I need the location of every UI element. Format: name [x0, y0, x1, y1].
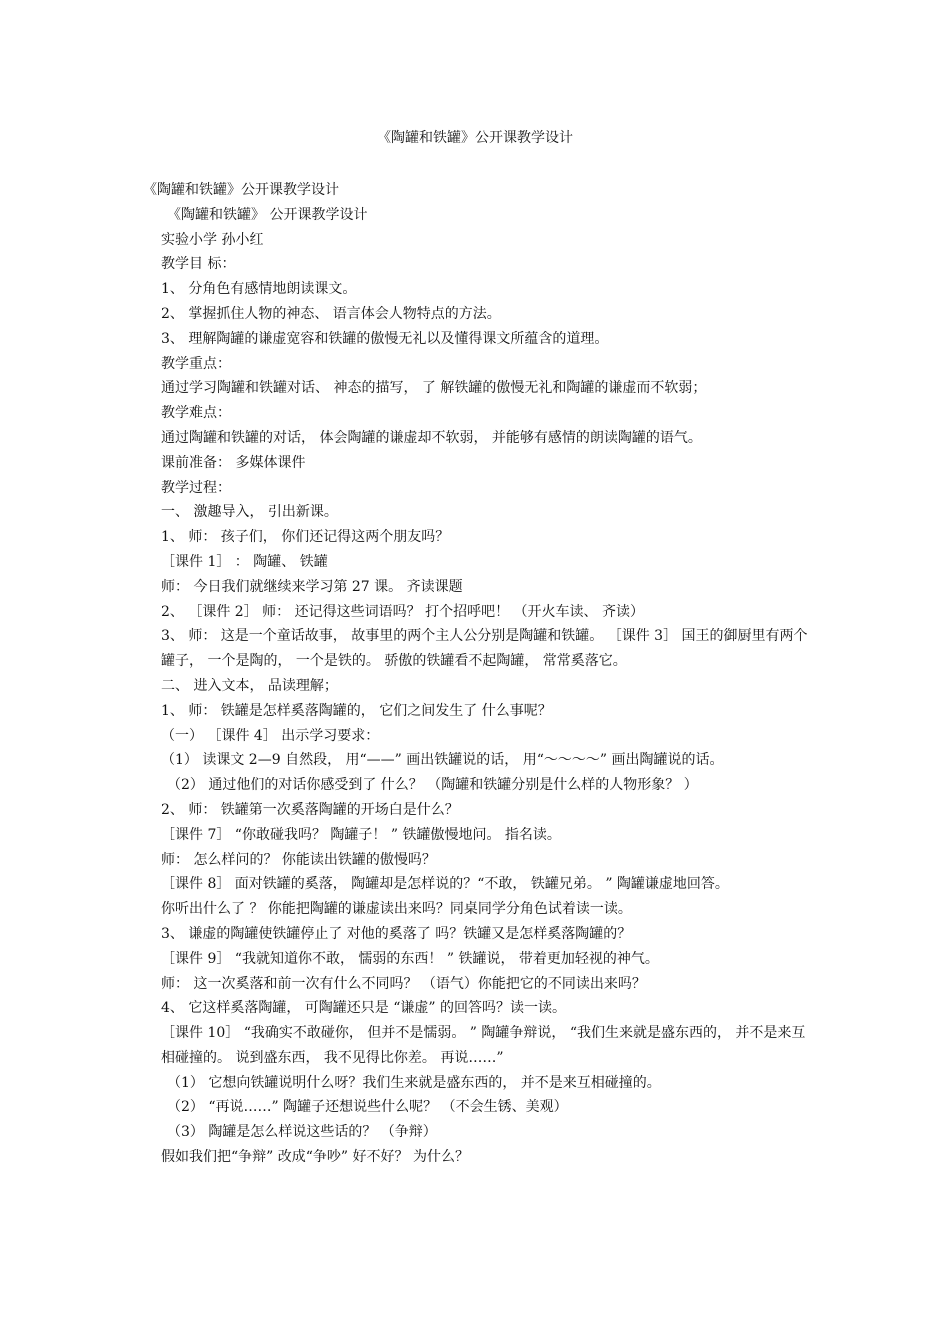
paragraph-line: 师： 这一次奚落和前一次有什么不同吗？ （语气）你能把它的不同读出来吗？ — [161, 975, 646, 992]
paragraph-line: 师： 今日我们就继续来学习第 27 课。 齐读课题 — [161, 578, 463, 595]
paragraph-line: （1） 读课文 2—9 自然段， 用“——” 画出铁罐说的话， 用“～～～～” 画出陶罐说的话。 — [161, 752, 724, 769]
paragraph-line: 2、 ［课件 2］ 师： 还记得这些词语吗？ 打个招呼吧！ （开火车读、 齐读） — [161, 603, 644, 620]
paragraph-line: 实验小学 孙小红 — [161, 231, 264, 248]
paragraph-line: 1、 师： 铁罐是怎样奚落陶罐的， 它们之间发生了 什么事呢？ — [161, 702, 552, 719]
paragraph-line: 教学难点： — [161, 405, 231, 422]
paragraph-line: 一、 激趣导入， 引出新课。 — [161, 504, 338, 521]
paragraph-line: 3、 理解陶罐的谦虚宽容和铁罐的傲慢无礼以及懂得课文所蕴含的道理。 — [161, 330, 609, 347]
paragraph-line: ［课件 8］ 面对铁罐的奚落， 陶罐却是怎样说的？“不敢， 铁罐兄弟。 ” 陶罐谦虚地回答。 — [161, 876, 729, 893]
paragraph-line: ［课件 10］ “我确实不敢碰你， 但并不是懦弱。 ” 陶罐争辩说， “我们生来就是盛东西的， 并不是来互相碰撞的。 说到盛东西， 我不见得比你差。 再说……” — [161, 1025, 806, 1066]
paragraph-line: 教学重点： — [161, 355, 231, 372]
paragraph-line: 师： 怎么样问的？ 你能读出铁罐的傲慢吗？ — [161, 851, 436, 868]
paragraph-line: 通过陶罐和铁罐的对话， 体会陶罐的谦虚却不软弱， 并能够有感情的朗读陶罐的语气。 — [161, 429, 702, 446]
paragraph-line: ［课件 9］ “我就知道你不敢， 懦弱的东西！ ” 铁罐说， 带着更加轻视的神气。 — [161, 950, 659, 967]
paragraph-line: 你听出什么了 ？ 你能把陶罐的谦虚读出来吗？同桌同学分角色试着读一读。 — [161, 901, 632, 918]
paragraph-line: （2） “再说……” 陶罐子还想说些什么呢？ （不会生锈、美观） — [167, 1099, 568, 1116]
paragraph-line: （3） 陶罐是怎么样说这些话的？ （争辩） — [167, 1124, 437, 1141]
paragraph-line: ［课件 1］ ： 陶罐、 铁罐 — [161, 553, 328, 570]
paragraph-line: 1、 师： 孩子们， 你们还记得这两个朋友吗？ — [161, 529, 450, 546]
paragraph-line: 《陶罐和铁罐》公开课教学设计 — [143, 182, 339, 198]
paragraph-line: 4、 它这样奚落陶罐， 可陶罐还只是 “谦虚” 的回答吗？读一读。 — [161, 1000, 567, 1017]
paragraph-line: ［课件 7］ “你敢碰我吗？ 陶罐子！ ” 铁罐傲慢地问。 指名读。 — [161, 826, 561, 843]
document-title: 《陶罐和铁罐》公开课教学设计 — [377, 130, 573, 146]
paragraph-line: 课前准备： 多媒体课件 — [161, 454, 306, 471]
paragraph-line: 3、 谦虚的陶罐使铁罐停止了 对他的奚落了 吗？铁罐又是怎样奚落陶罐的？ — [161, 925, 632, 942]
paragraph-line: （1） 它想向铁罐说明什么呀？我们生来就是盛东西的， 并不是来互相碰撞的。 — [167, 1074, 661, 1091]
paragraph-line: 通过学习陶罐和铁罐对话、 神态的描写， 了 解铁罐的傲慢无礼和陶罐的谦虚而不软弱； — [161, 380, 707, 397]
paragraph-line: （一） ［课件 4］ 出示学习要求： — [161, 727, 380, 744]
paragraph-line: 2、 师： 铁罐第一次奚落陶罐的开场白是什么？ — [161, 801, 459, 818]
document-body — [143, 178, 809, 1170]
paragraph-line: 3、 师： 这是一个童话故事， 故事里的两个主人公分别是陶罐和铁罐。 ［课件 3］ 国王的御厨里有两个罐子， 一个是陶的， 一个是铁的。 骄傲的铁罐看不起陶罐， 常常奚落它。 — [161, 628, 808, 670]
paragraph-line: 《陶罐和铁罐》 公开课教学设计 — [167, 206, 368, 223]
paragraph-line: 二、 进入文本， 品读理解； — [161, 677, 338, 694]
paragraph-line: 假如我们把“争辩” 改成“争吵” 好不好？ 为什么？ — [161, 1149, 469, 1166]
paragraph-line: 2、 掌握抓住人物的神态、 语言体会人物特点的方法。 — [161, 305, 501, 322]
paragraph-line: （2） 通过他们的对话你感受到了 什么？ （陶罐和铁罐分别是什么样的人物形象？ ） — [167, 777, 698, 794]
paragraph-line: 教学目 标： — [161, 256, 236, 273]
paragraph-line: 1、 分角色有感情地朗读课文。 — [161, 281, 357, 298]
paragraph-line: 教学过程： — [161, 479, 231, 496]
